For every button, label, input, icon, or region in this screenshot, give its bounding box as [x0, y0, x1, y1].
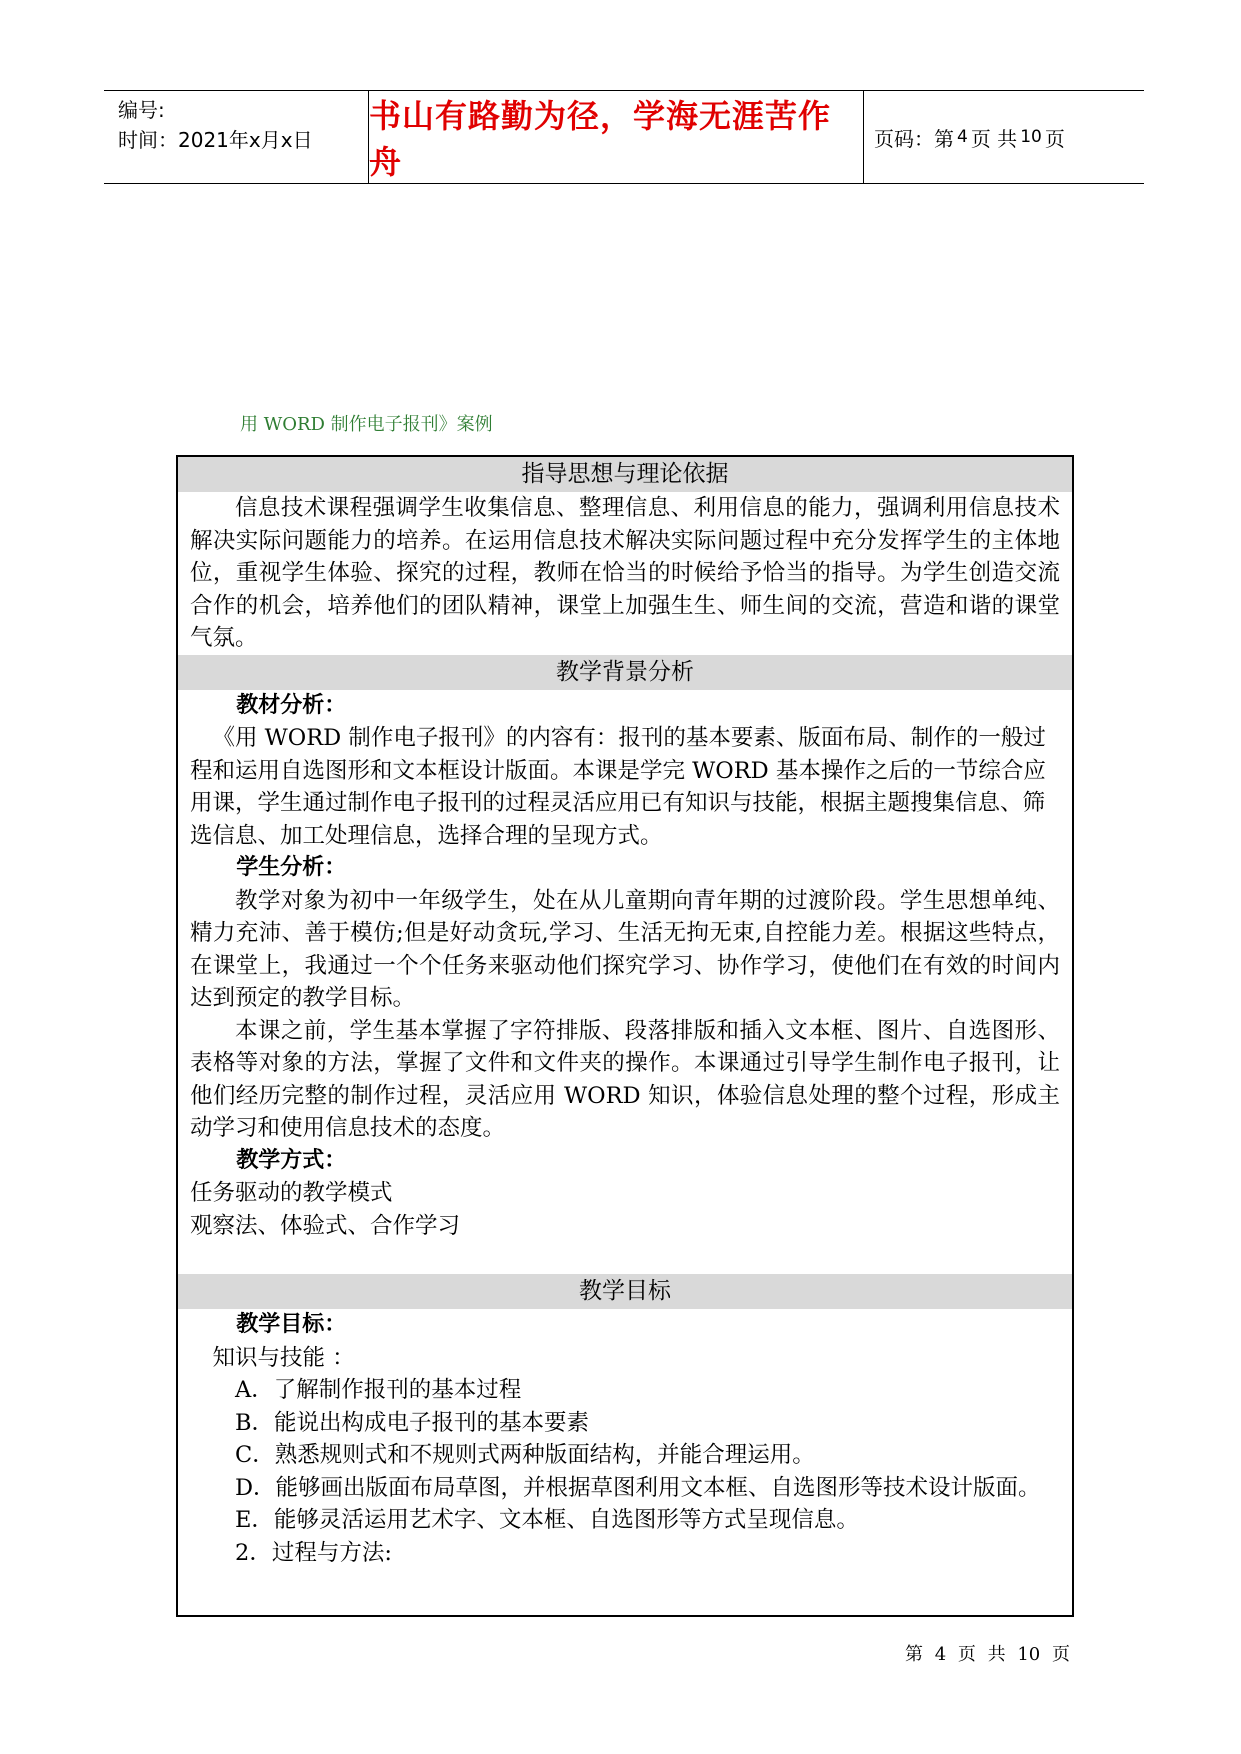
page-current: 4: [957, 127, 968, 147]
goal-item-a: A．了解制作报刊的基本过程: [235, 1377, 522, 1403]
goal-item-b: B．能说出构成电子报刊的基本要素: [235, 1409, 590, 1436]
time-text: 时间：2021年x月x日: [118, 128, 313, 152]
section-body-background: [178, 690, 1072, 1275]
section-heading-guiding: 指导思想与理论依据: [178, 457, 1072, 492]
section-body-goals: [178, 1309, 1072, 1569]
lesson-plan-table: [176, 455, 1074, 1617]
goal-item-c: C．熟悉规则式和不规则式两种版面结构，并能合理运用。: [235, 1442, 815, 1468]
section-heading-goals: 教学目标: [178, 1274, 1072, 1309]
goal-item-d: D．能够画出版面布局草图，并根据草图利用文本框、自选图形等技术设计版面。: [235, 1474, 1041, 1501]
teaching-method-line-1: 任务驱动的教学模式: [190, 1180, 393, 1206]
header-page-info: [874, 91, 1065, 183]
goal-item-e: E．能够灵活运用艺术字、文本框、自选图形等方式呈现信息。: [235, 1507, 859, 1533]
student-analysis-text-2: 本课之前，学生基本掌握了字符排版、段落排版和插入文本框、图片、自选图形、表格等对象的方法，掌握了文件和文件夹的操作。本课通过引导学生制作电子报刊，让他们经历完整的制作过程，灵活应用 WORD 知识，体验信息处理的整个过程，形成主动学习和使用信息技术的态度。: [190, 1017, 1060, 1141]
page-suffix: 页: [1044, 126, 1065, 151]
material-analysis-text: 《用 WORD 制作电子报刊》的内容有：报刊的基本要素、版面布局、制作的一般过程和运用自选图形和文本框设计版面。本课是学完 WORD 基本操作之后的一节综合应用课，学生通过制作电子报刊的过程灵活应用已有知识与技能，根据主题搜集信息、筛选信息、加工处理信息，选择合理的呈现方式。: [190, 725, 1046, 849]
goals-title: 教学目标：: [236, 1312, 347, 1337]
page-total: 10: [1020, 127, 1042, 147]
teaching-method-title: 教学方式：: [236, 1147, 347, 1173]
goal-item-2: 2．过程与方法:: [235, 1539, 392, 1566]
number-label: 编号:: [118, 98, 165, 122]
spacer: [190, 1242, 1060, 1274]
header-motto: 书山有路勤为径，学海无涯苦作舟: [368, 91, 864, 183]
page-header: [104, 90, 1144, 184]
guiding-paragraph: 信息技术课程强调学生收集信息、整理信息、利用信息的能力，强调利用信息技术解决实际问题能力的培养。在运用信息技术解决实际问题过程中充分发挥学生的主体地位，重视学生体验、探究的过程，教师在恰当的时候给予恰当的指导。为学生创造交流合作的机会，培养他们的团队精神，课堂上加强生生、师生间的交流，营造和谐的课堂气氛。: [190, 495, 1060, 651]
knowledge-skills-label: 知识与技能 ：: [212, 1344, 355, 1371]
material-analysis-title: 教材分析：: [236, 692, 347, 718]
teaching-method-line-2: 观察法、体验式、合作学习: [190, 1212, 461, 1239]
student-analysis-text-1: 教学对象为初中一年级学生，处在从儿童期向青年期的过渡阶段。学生思想单纯、精力充沛、善于模仿;但是好动贪玩,学习、生活无拘无束,自控能力差。根据这些特点，在课堂上，我通过一个个任务来驱动他们探究学习、协作学习，使他们在有效的时间内达到预定的教学目标。: [190, 887, 1060, 1011]
section-body-guiding: [178, 492, 1072, 655]
page-middle: 页 共: [970, 126, 1018, 151]
document-title: 用 WORD 制作电子报刊》案例: [240, 414, 493, 435]
page-footer: 第 4 页 共 10 页: [905, 1644, 1070, 1665]
section-heading-background: 教学背景分析: [178, 655, 1072, 690]
page-prefix: 页码：第: [874, 126, 954, 151]
student-analysis-title: 学生分析：: [236, 855, 347, 880]
